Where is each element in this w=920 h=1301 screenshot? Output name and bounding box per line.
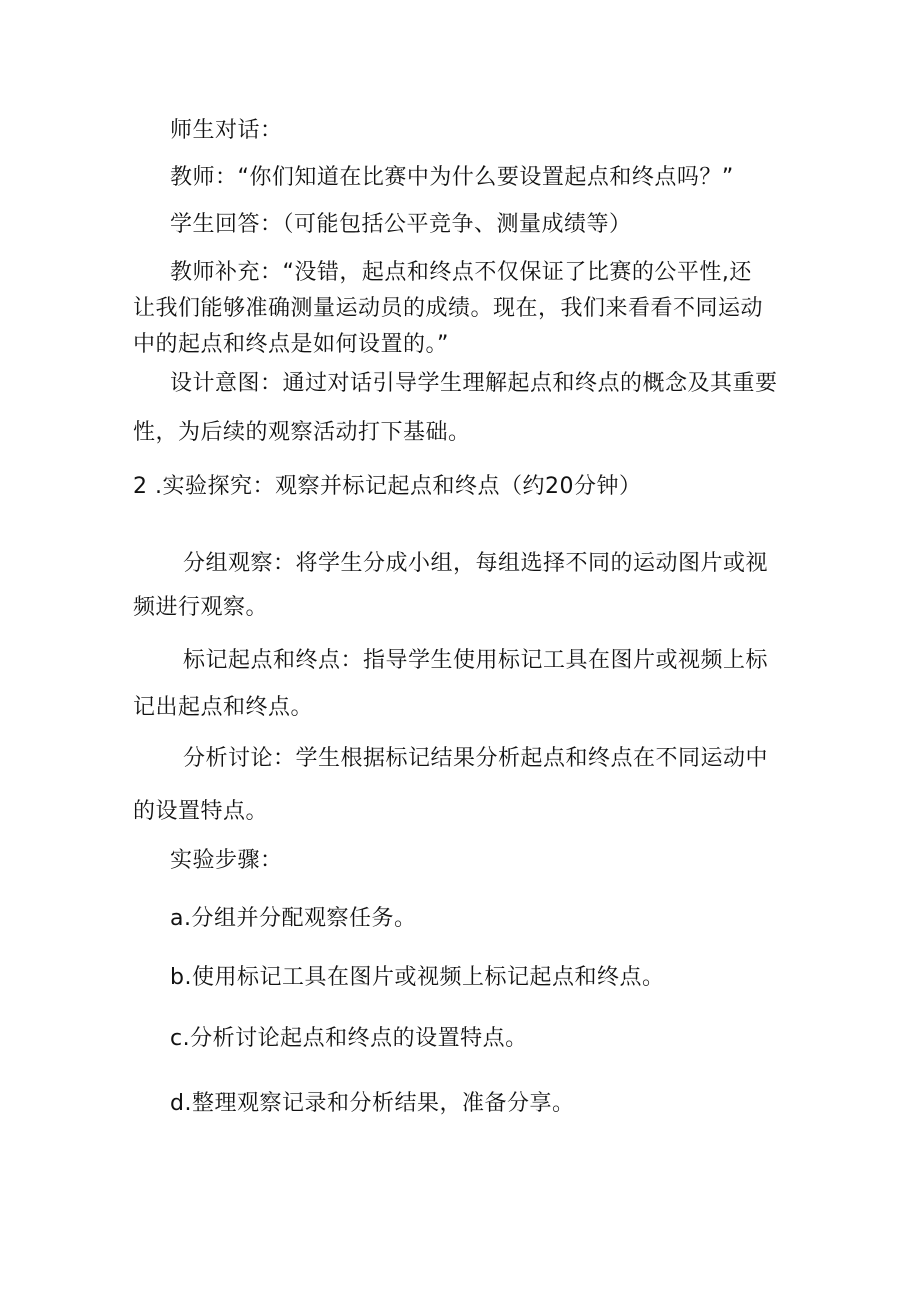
teacher-supplement-line-1: 教师补充：“没错，起点和终点不仅保证了比赛的公平性,还	[170, 260, 752, 285]
group-observation-line-1: 分组观察：将学生分成小组，每组选择不同的运动图片或视	[183, 551, 769, 576]
steps-heading: 实验步骤：	[170, 848, 283, 873]
teacher-supplement-line-3: 中的起点和终点是如何设置的。”	[133, 332, 449, 357]
discussion-line-1: 分析讨论：学生根据标记结果分析起点和终点在不同运动中	[183, 746, 769, 771]
discussion-line-2: 的设置特点。	[133, 799, 269, 824]
student-answer: 学生回答：（可能包括公平竞争、测量成绩等）	[170, 212, 632, 237]
step-a: a.分组并分配观察任务。	[170, 906, 417, 931]
step-b: b.使用标记工具在图片或视频上标记起点和终点。	[170, 965, 665, 990]
design-intent-line-2: 性，为后续的观察活动打下基础。	[133, 420, 471, 445]
teacher-supplement-line-2: 让我们能够准确测量运动员的成绩。现在，我们来看看不同运动	[133, 296, 764, 321]
marking-line-2: 记出起点和终点。	[133, 695, 314, 720]
marking-line-1: 标记起点和终点：指导学生使用标记工具在图片或视频上标	[183, 648, 769, 673]
dialogue-heading: 师生对话：	[170, 118, 283, 143]
section-heading-experiment: 2 .实验探究：观察并标记起点和终点（约20分钟）	[133, 474, 642, 499]
design-intent-line-1: 设计意图：通过对话引导学生理解起点和终点的概念及其重要	[170, 371, 778, 396]
step-c: c.分析讨论起点和终点的设置特点。	[170, 1026, 528, 1051]
step-d: d.整理观察记录和分析结果，准备分享。	[170, 1091, 575, 1116]
group-observation-line-2: 频进行观察。	[133, 595, 269, 620]
teacher-question: 教师：“你们知道在比赛中为什么要设置起点和终点吗？”	[170, 165, 734, 190]
